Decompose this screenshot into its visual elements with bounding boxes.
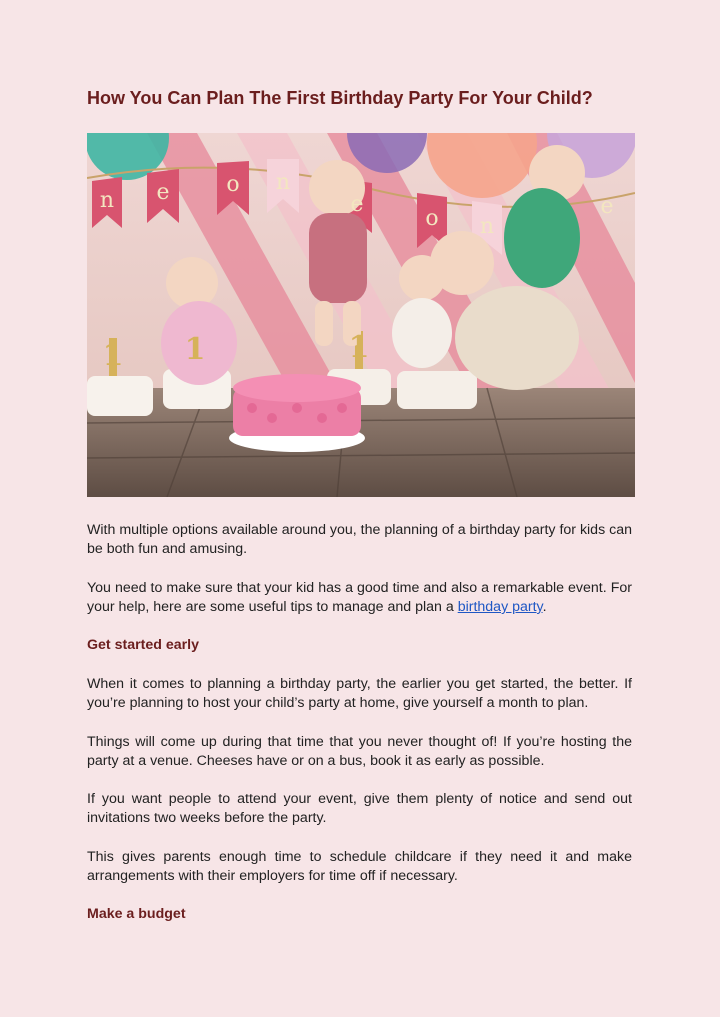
banner-letter: e: [156, 180, 170, 205]
tips-paragraph-end: .: [542, 599, 547, 615]
banner-letter: e: [350, 192, 364, 217]
cake-topper-number: 1: [348, 330, 370, 365]
cake-topper-number: 1: [184, 332, 206, 367]
birthday-party-link[interactable]: birthday party: [457, 599, 543, 615]
invitations-paragraph: If you want people to attend your event, give them plenty of notice and send out invitations two weeks before the party.: [87, 791, 632, 826]
banner-letter: o: [425, 206, 439, 231]
tips-paragraph: [87, 579, 632, 617]
banner-letter: o: [226, 172, 240, 197]
tips-paragraph-text: You need to make sure that your kid has a good time and also a remarkable event. For your help, here are some useful tips to manage and plan a: [87, 580, 632, 615]
banner-letter: n: [99, 188, 115, 213]
venue-paragraph: Things will come up during that time that you never thought of! If you’re hosting the party at a venue. Cheeses have or on a bus, book it as early as possible.: [87, 734, 632, 769]
section-heading-get-started: Get started early: [87, 637, 199, 653]
intro-paragraph: With multiple options available around you, the planning of a birthday party for kids can be both fun and amusing.: [87, 522, 632, 557]
section-heading-budget: Make a budget: [87, 906, 186, 922]
banner-letter: e: [600, 194, 614, 219]
page-title: How You Can Plan The First Birthday Party For Your Child?: [87, 88, 593, 108]
cake-topper-number: 1: [102, 338, 124, 373]
banner-letter: n: [275, 170, 291, 195]
childcare-paragraph: This gives parents enough time to schedule childcare if they need it and make arrangements with their employers for time off if necessary.: [87, 849, 632, 884]
hero-photo: [87, 133, 635, 497]
banner-letter: n: [479, 214, 495, 239]
planning-paragraph: When it comes to planning a birthday party, the earlier you get started, the better. If you’re planning to host your child’s party at home, give yourself a month to plan.: [87, 676, 632, 711]
